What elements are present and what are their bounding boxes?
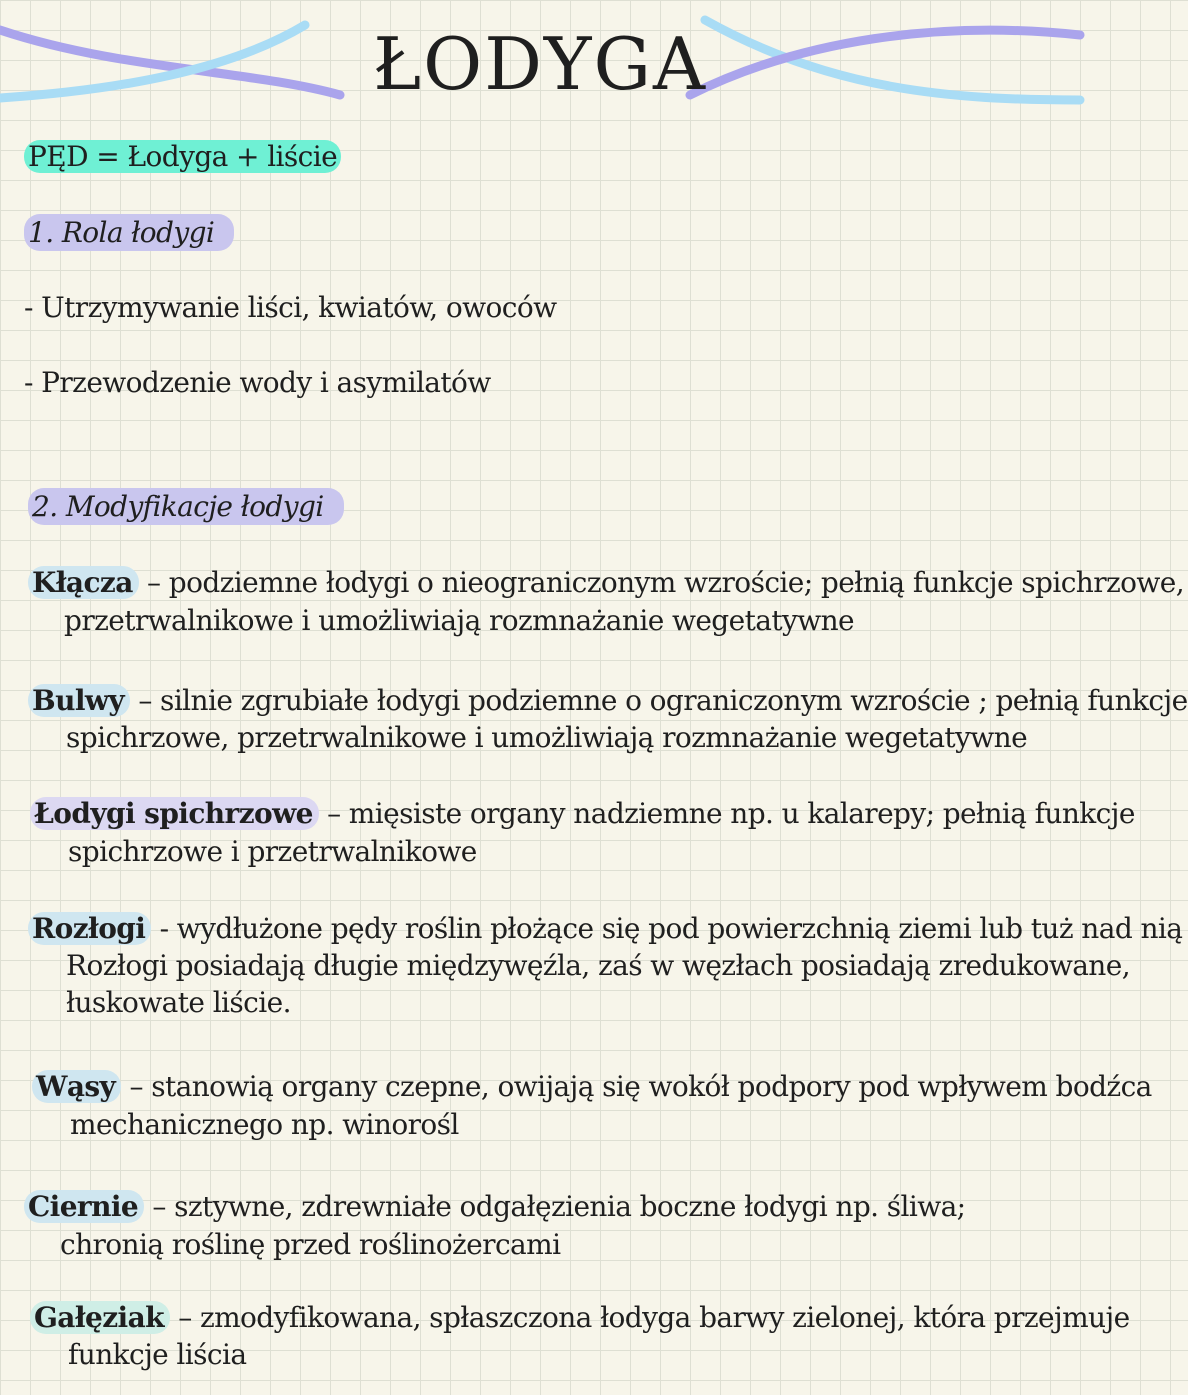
definition-line3: łuskowate liście. [66,986,291,1019]
entry-ciernie [24,1190,966,1224]
entry-klacza [28,566,1184,600]
entry-lodygi-spichrzowe [30,797,1135,831]
definition-line2: chronią roślinę przed roślinożercami [60,1228,561,1261]
term-rozlogi: Rozłogi [28,912,151,945]
section2-heading [28,490,344,524]
term-ciernie: Ciernie [24,1190,144,1223]
entry-rozlogi [28,912,1182,946]
section1-item-2: - Przewodzenie wody i asymilatów [24,366,491,399]
definition-line2: funkcje liścia [68,1338,247,1371]
definition-line1: – sztywne, zdrewniałe odgałęzienia boczne łodygi np. śliwa; [144,1190,966,1223]
definition-line1: – silnie zgrubiałe łodygi podziemne o ograniczonym wzroście ; pełnią funkcje [130,684,1188,717]
definition-line1: – zmodyfikowana, spłaszczona łodyga barwy zielonej, która przejmuje [169,1301,1130,1334]
term-bulwy: Bulwy [28,684,130,717]
term-lodygi-spichrzowe: Łodygi spichrzowe [30,797,319,830]
term-galeziak: Gałęziak [30,1301,170,1334]
definition-line2: spichrzowe i przetrwalnikowe [68,835,477,868]
entry-galeziak [30,1301,1130,1335]
definition-line2: przetrwalnikowe i umożliwiają rozmnażanie wegetatywne [64,604,854,637]
term-klacza: Kłącza [28,566,139,599]
section1-item-1: - Utrzymywanie liści, kwiatów, owoców [24,291,557,324]
section2-heading-text: 2. Modyfikacje łodygi [28,488,344,525]
definition-line2: mechanicznego np. winorośl [70,1108,459,1141]
definition-line1: – mięsiste organy nadziemne np. u kalarepy; pełnią funkcje [318,797,1135,830]
definition-line2: Rozłogi posiadają długie międzywęźla, zaś w węzłach posiadają zredukowane, [66,949,1130,982]
term-wasy: Wąsy [32,1070,121,1103]
formula [24,140,341,174]
page-title: ŁODYGA [373,22,707,106]
entry-bulwy [28,684,1188,718]
entry-wasy [32,1070,1152,1104]
formula-highlight: PĘD = Łodyga + liście [24,140,341,173]
section1-heading [24,216,234,250]
definition-line2: spichrzowe, przetrwalnikowe i umożliwiają rozmnażanie wegetatywne [66,721,1028,754]
definition-line1: – podziemne łodygi o nieograniczonym wzroście; pełnią funkcje spichrzowe, [138,566,1185,599]
definition-line1: - wydłużone pędy roślin płożące się pod powierzchnią ziemi lub tuż nad nią [151,912,1183,945]
section1-heading-text: 1. Rola łodygi [24,214,234,251]
definition-line1: – stanowią organy czepne, owijają się wokół podpory pod wpływem bodźca [121,1070,1152,1103]
